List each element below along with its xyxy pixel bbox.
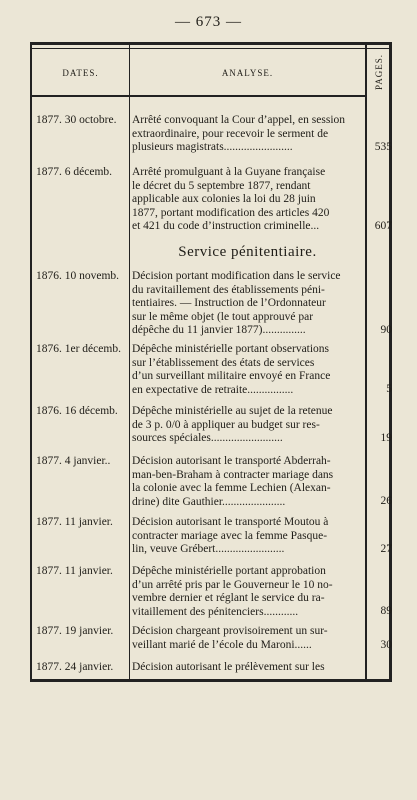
section-title: Service pénitentiaire. <box>178 244 317 260</box>
analysis-line: Décision chargeant provisoirement un sur- <box>132 625 328 637</box>
analysis-line: man-ben-Braham à contracter mariage dans <box>132 468 334 481</box>
entry-analysis <box>132 405 362 446</box>
analysis-line: Décision autorisant le prélèvement sur les <box>132 661 325 673</box>
analysis-line: Dépêche ministérielle au sujet de la retenue <box>132 405 333 417</box>
analysis-line: vitaillement des pénitenciers............ <box>132 605 299 618</box>
entry-date: 1876. 1er décemb. <box>36 343 121 355</box>
header-analyse: ANALYSE. <box>221 68 274 78</box>
analysis-line: contracter mariage avec la femme Pasque- <box>132 529 328 542</box>
header-pages-label: PAGES. <box>374 54 384 90</box>
entry-page: 27 <box>380 543 392 555</box>
entry-analysis <box>132 166 362 234</box>
entry-date: 1877. 19 janvier. <box>36 625 114 637</box>
analysis-line: extraordinaire, pour recevoir le serment de <box>132 127 329 140</box>
entry-page: 30 <box>380 639 392 651</box>
analysis-line: 1877, portant modification des articles 420 <box>132 206 330 219</box>
analysis-line: Décision autorisant le transporté Moutou à <box>132 516 329 528</box>
header-dates: DATES. <box>62 68 99 78</box>
entry-page: 535 <box>374 141 392 153</box>
column-divider-dates <box>129 45 130 679</box>
analysis-line: drine) dite Gauthier...................... <box>132 495 286 508</box>
header-rule-dates <box>32 95 129 97</box>
analysis-line: vembre dernier et réglant le service du ra- <box>132 592 325 604</box>
analysis-line: Arrêté convoquant la Cour d’appel, en session <box>132 114 346 126</box>
entry-page: 5 <box>386 383 392 395</box>
entry-page: 19 <box>380 432 392 444</box>
analysis-line: sur le même objet (le tout approuvé par <box>132 310 314 323</box>
entry-page: 26 <box>380 495 392 507</box>
analysis-line: Dépêche ministérielle portant approbation <box>132 565 326 577</box>
entry-analysis <box>132 516 362 557</box>
entry-date: 1876. 16 décemb. <box>36 405 118 417</box>
analysis-line: Décision autorisant le transporté Abderrah- <box>132 455 331 467</box>
analysis-line: Dépêche ministérielle portant observations <box>132 343 330 355</box>
header-pages <box>366 51 392 93</box>
analysis-line: et 421 du code d’instruction criminelle... <box>132 220 320 232</box>
entry-date: 1877. 4 janvier.. <box>36 455 111 467</box>
analysis-line: de 3 p. 0/0 à appliquer au budget sur res- <box>132 418 320 431</box>
analysis-line: en expectative de retraite................ <box>132 383 294 396</box>
page-number: — 673 — <box>175 14 242 30</box>
analysis-line: d’un arrêté pris par le Gouverneur le 10 no- <box>132 578 333 591</box>
analysis-line: Arrêté promulguant à la Guyane française <box>132 166 326 178</box>
entry-date: 1877. 11 janvier. <box>36 516 113 528</box>
entry-analysis <box>132 270 362 338</box>
analysis-line: lin, veuve Grébert........................ <box>132 543 285 555</box>
entry-date: 1877. 24 janvier. <box>36 661 114 673</box>
analysis-line: du ravitaillement des établissements péni- <box>132 283 325 296</box>
entry-date: 1877. 30 octobre. <box>36 114 117 126</box>
entry-analysis <box>132 455 362 509</box>
analysis-line: veillant marié de l’école du Maroni...... <box>132 638 312 651</box>
entry-page: 89 <box>380 605 392 617</box>
analysis-line: sources spéciales......................... <box>132 432 283 444</box>
header-rule-analyse <box>130 95 365 97</box>
entry-analysis <box>132 565 362 619</box>
entry-date: 1877. 11 janvier. <box>36 565 113 577</box>
entry-analysis <box>132 114 362 155</box>
analysis-line: plusieurs magistrats........................ <box>132 141 293 153</box>
analysis-line: applicable aux colonies la loi du 28 juin <box>132 193 316 205</box>
entry-analysis <box>132 661 362 675</box>
entry-page: 90 <box>380 324 392 336</box>
analysis-line: dépêche du 11 janvier 1877)............... <box>132 324 306 336</box>
analysis-line: le décret du 5 septembre 1877, rendant <box>132 179 311 192</box>
entry-analysis <box>132 343 362 397</box>
analysis-line: Décision portant modification dans le service <box>132 270 341 282</box>
entry-date: 1877. 6 décemb. <box>36 166 113 178</box>
entry-date: 1876. 10 novemb. <box>36 270 120 282</box>
analysis-line: tentiaires. — Instruction de l’Ordonnateur <box>132 297 326 309</box>
index-table <box>30 42 392 682</box>
analysis-line: d’un surveillant militaire envoyé en France <box>132 370 331 382</box>
entry-analysis <box>132 625 362 652</box>
entry-page: 607 <box>374 220 392 232</box>
analysis-line: la colonie avec la femme Lechien (Alexan- <box>132 482 331 494</box>
analysis-line: sur l’établissement des états de services <box>132 356 315 369</box>
